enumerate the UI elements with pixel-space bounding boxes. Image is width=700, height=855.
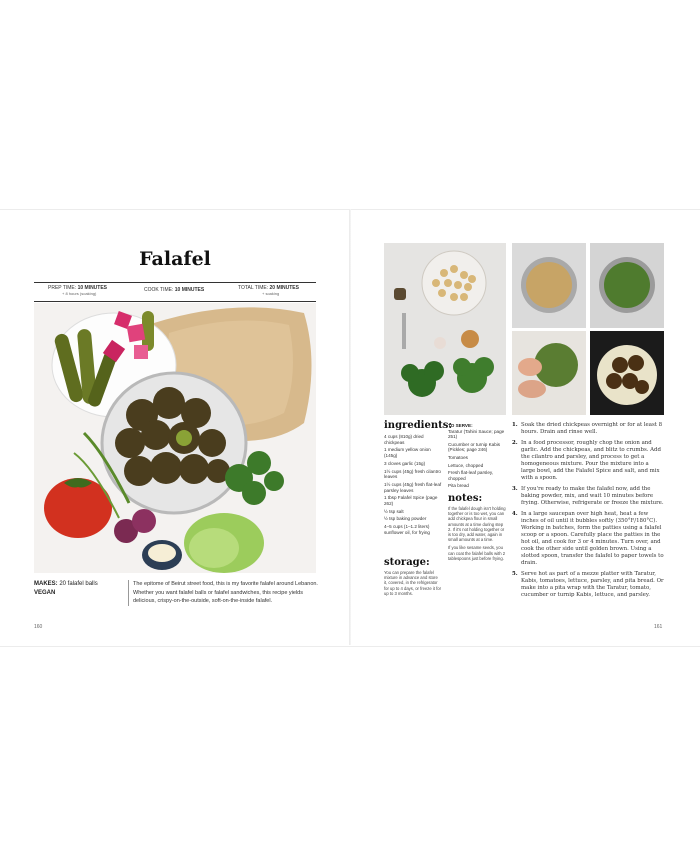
method-steps (512, 422, 664, 603)
step-text: In a food processor, roughly chop the onion and garlic. Add the chickpeas, and blitz to crumbs. Add the cilantro and parsley, and process to get a homogeneous mixture. Pour the mixture into a large bowl, add the Falafel Spice and salt, and mix with a spoon. (521, 440, 661, 481)
process-photo-4 (590, 331, 664, 415)
serve-item: Taratur (Tahini Sauce; page 251) (448, 428, 505, 440)
storage-heading: storage: (384, 557, 430, 568)
step-number: 1. (512, 422, 518, 428)
step-number: 4. (512, 511, 518, 517)
ingredient-item: 1 medium yellow onion (145g) (384, 447, 431, 458)
book-gutter (349, 209, 351, 645)
serve-item: Fresh flat-leaf parsley, chopped (448, 470, 494, 481)
cook-time-label: COOK TIME: (144, 287, 174, 293)
method-step (512, 422, 664, 436)
ingredient-item: 1½ cups (45g) fresh cilantro leaves (384, 468, 441, 480)
page-number-right: 161 (654, 624, 663, 630)
diet-label: VEGAN (34, 590, 56, 596)
step-text: If you're ready to make the falafel now, add the baking powder, mix, and wait 10 minutes before frying. Otherwise, refrigerate or freeze the mixture. (521, 486, 664, 506)
ingredient-item: 3 cloves garlic (15g) (384, 460, 426, 466)
process-photo-3 (512, 331, 586, 415)
method-step (512, 486, 664, 507)
recipe-intro: The epitome of Beirut street food, this is my favorite falafel around Lebanon. Whether you want falafel balls or falafel sandwiches, this recipe yields delicious, crispy-on-the-outside, soft-on-the-inside falafel. (128, 580, 323, 606)
method-step (512, 511, 664, 567)
recipe-yield (34, 580, 98, 598)
total-time-note: + soaking (262, 291, 280, 296)
method-step (512, 571, 664, 599)
method-step (512, 440, 664, 482)
prep-time-label: PREP TIME: (48, 285, 77, 291)
process-photo-1 (512, 243, 586, 328)
step-number: 2. (512, 440, 518, 446)
step-text: Serve hot as part of a mezze platter with Taratur, Kabis, tomatoes, lettuce, parsley, and pita bread. Or make into a pita wrap with the Taratur, tomato, cucumber or turnip Kabis, lettuce, and parsley. (521, 571, 664, 598)
ingredient-item: ½ tsp salt (384, 508, 404, 514)
step-text: Soak the dried chickpeas overnight or for at least 8 hours. Drain and rinse well. (521, 422, 663, 435)
cook-time-value: 10 MINUTES (174, 287, 205, 293)
recipe-title: Falafel (139, 248, 211, 270)
storage-text: You can prepare the falafel mixture in advance and store it, covered, in the refrigerator for up to 4 days, or freeze it for up to 3 months. (384, 570, 442, 596)
step-number: 3. (512, 486, 518, 492)
step-number: 5. (512, 571, 518, 577)
serve-item: Cucumber or turnip Kabis (Pickles; page 246) (448, 441, 501, 453)
ingredient-item: ½ tsp baking powder (384, 516, 427, 522)
ingredients-column (384, 420, 453, 538)
note-item: If the falafel dough isn't holding together or is too wet, you can add chickpea flour in small amounts at a time during step 2. If it's not holding together or is too dry, add water, again in small amounts at a time. (448, 505, 506, 543)
process-photo-2 (590, 243, 664, 328)
serve-item: Tomatoes (448, 454, 468, 460)
to-serve-label: TO SERVE: (448, 423, 473, 428)
page-number-left: 160 (34, 624, 43, 630)
prep-time-note: + 8 hours (soaking) (62, 291, 97, 296)
step-text: In a large saucepan over high heat, heat a few inches of oil until it bubbles softly (350°F/180°C). Working in batches, form the patties using a falafel scoop or a spoon. Carefully place the patties in the hot oil, and cook for 3 or 4 minutes. Turn over, and cook the other side until golden brown. Using a slotted spoon, transfer the falafel to paper towels to drain. (521, 511, 664, 566)
makes-label: MAKES: (34, 581, 58, 587)
ingredients-photo (384, 243, 506, 415)
ingredient-item: 1½ cups (45g) fresh flat-leaf parsley leaves (384, 481, 442, 493)
total-time-value: 20 MINUTES (269, 285, 299, 291)
serve-item: Pita bread (448, 483, 469, 489)
ingredient-item: 1 tbsp Falafel Spice (page 262) (384, 495, 438, 506)
serve-notes-column (448, 423, 506, 564)
ingredient-item: 4 cups (810g) dried chickpeas (384, 434, 424, 445)
prep-time (48, 285, 107, 297)
ingredients-heading: ingredients: (384, 420, 453, 431)
falafel-platter-photo (34, 303, 316, 573)
cook-time (144, 287, 204, 293)
total-time (238, 285, 299, 297)
makes-value: 20 falafel balls (59, 581, 98, 587)
ingredient-item: 4–5 cups (1–1.2 liters) sunflower oil, for frying (384, 524, 430, 535)
prep-time-value: 10 MINUTES (77, 285, 108, 291)
note-item: If you like sesame seeds, you can coat the falafel balls with 2 tablespoons just before frying. (448, 545, 506, 561)
serve-item: Lettuce, chopped (448, 462, 484, 468)
time-bar (34, 282, 316, 302)
total-time-label: TOTAL TIME: (238, 285, 269, 291)
notes-heading: notes: (448, 492, 483, 504)
